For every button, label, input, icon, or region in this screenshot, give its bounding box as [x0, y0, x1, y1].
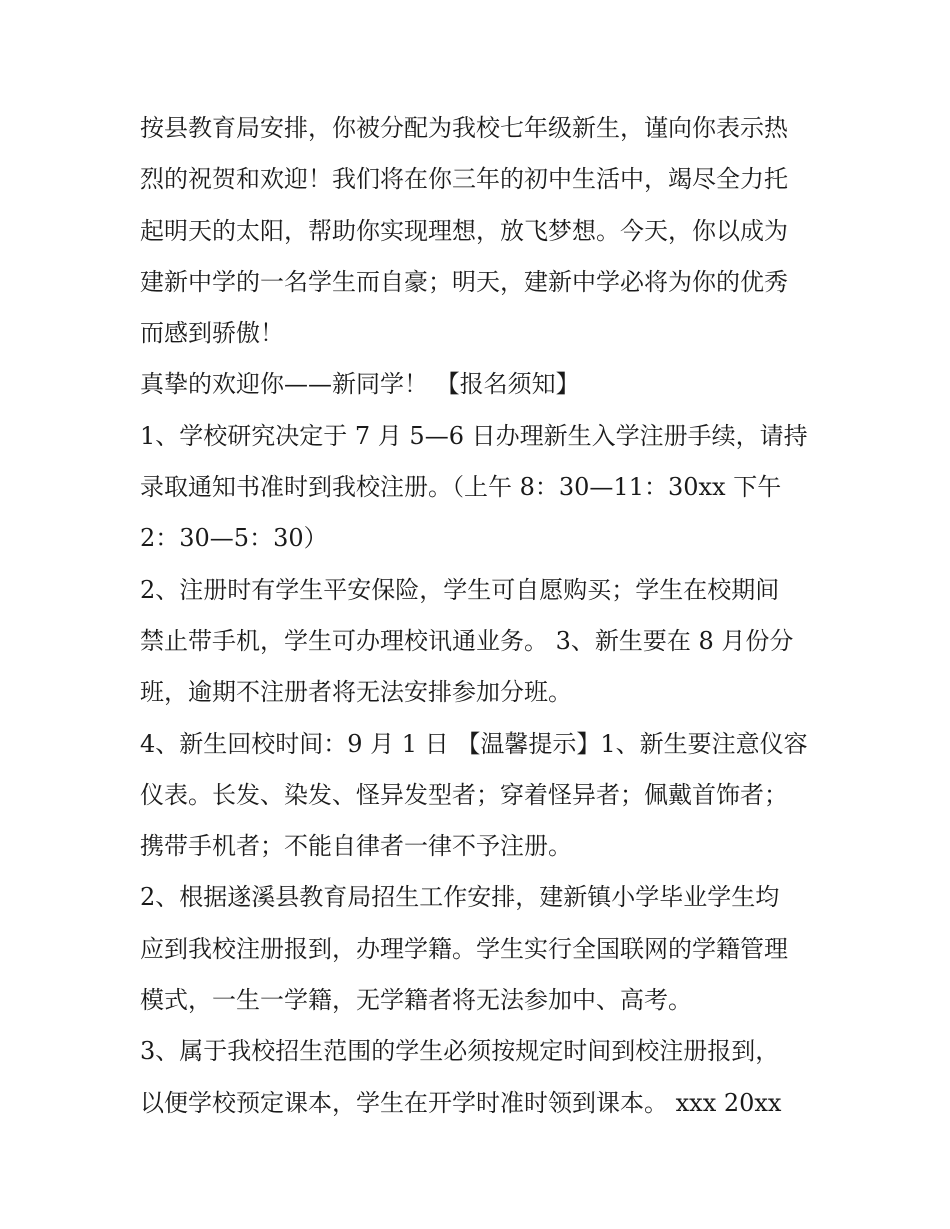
text-line: 1、学校研究决定于 7 月 5—6 日办理新生入学注册手续，请持 [140, 421, 808, 450]
paragraph-tip-3 [140, 1026, 830, 1129]
text-line: 3、属于我校招生范围的学生必须按规定时间到校注册报到， [140, 1037, 780, 1066]
text-line: 模式，一生一学籍，无学籍者将无法参加中、高考。 [140, 986, 692, 1015]
paragraph-item-1 [140, 411, 830, 565]
text-line: 仪表。长发、染发、怪异发型者；穿着怪异者；佩戴首饰者； [140, 780, 788, 809]
text-line: 起明天的太阳，帮助你实现理想，放飞梦想。今天，你以成为 [140, 216, 788, 245]
text-line: 以便学校预定课本，学生在开学时准时领到课本。 xxx 20xx [140, 1088, 782, 1117]
paragraph-greeting-heading [140, 359, 830, 410]
text-line: 2、根据遂溪县教育局招生工作安排，建新镇小学毕业学生均 [140, 883, 780, 912]
paragraph-item-2 [140, 565, 830, 719]
text-line: 4、新生回校时间：9 月 1 日 【温馨提示】1、新生要注意仪容 [140, 729, 808, 758]
text-line: 烈的祝贺和欢迎！我们将在你三年的初中生活中，竭尽全力托 [140, 165, 788, 194]
text-line: 禁止带手机，学生可办理校讯通业务。 3、新生要在 8 月份分 [140, 626, 794, 655]
paragraph-welcome [140, 103, 830, 359]
text-line: 应到我校注册报到，办理学籍。学生实行全国联网的学籍管理 [140, 934, 788, 963]
text-line: 真挚的欢迎你——新同学！ 【报名须知】 [140, 370, 580, 399]
text-line: 班，逾期不注册者将无法安排参加分班。 [140, 678, 572, 707]
text-line: 按县教育局安排，你被分配为我校七年级新生，谨向你表示热 [140, 114, 788, 142]
text-line: 2：30—5：30） [140, 524, 328, 553]
paragraph-item-4 [140, 719, 830, 873]
text-line: 建新中学的一名学生而自豪；明天，建新中学必将为你的优秀 [140, 267, 788, 296]
text-line: 录取通知书准时到我校注册。（上午 8：30—11：30xx 下午 [140, 473, 782, 502]
text-line: 2、注册时有学生平安保险，学生可自愿购买；学生在校期间 [140, 575, 780, 604]
paragraph-tip-2 [140, 872, 830, 1026]
document-body [140, 103, 830, 1129]
text-line: 携带手机者；不能自律者一律不予注册。 [140, 832, 572, 861]
text-line: 而感到骄傲！ [140, 319, 284, 348]
